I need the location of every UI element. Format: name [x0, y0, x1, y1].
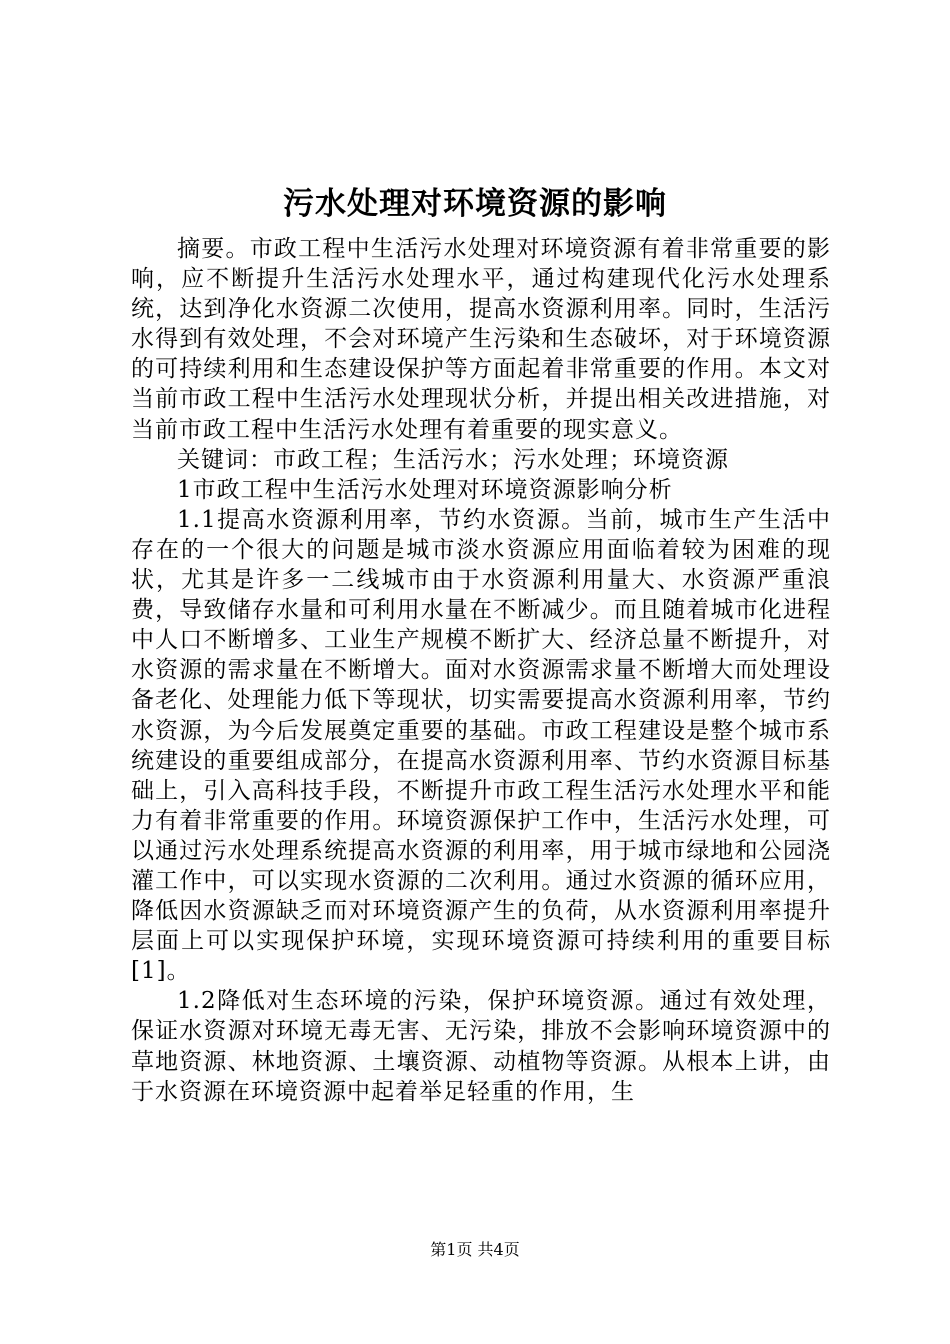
- keywords-paragraph: 关键词：市政工程；生活污水；污水处理；环境资源: [177, 446, 729, 473]
- document-title: 污水处理对环境资源的影响: [283, 186, 667, 222]
- body-paragraph: 1.2降低对生态环境的污染，保护环境资源。通过有效处理，保证水资源对环境无毒无害、无污染，排放不会影响环境资源中的草地资源、林地资源、土壤资源、动植物等资源。从根本上讲，由于水资源在环境资源中起着举足轻重的作用，生: [131, 988, 831, 1105]
- page-number-footer: 第1页 共4页: [430, 1240, 520, 1259]
- body-paragraph: 1.1提高水资源利用率，节约水资源。当前，城市生产生活中存在的一个很大的问题是城市淡水资源应用面临着较为困难的现状，尤其是许多一二线城市由于水资源利用量大、水资源严重浪费，导致储存水量和可利用水量在不断减少。而且随着城市化进程中人口不断增多、工业生产规模不断扩大、经济总量不断提升，对水资源的需求量在不断增大。面对水资源需求量不断增大而处理设备老化、处理能力低下等现状，切实需要提高水资源利用率，节约水资源，为今后发展奠定重要的基础。市政工程建设是整个城市系统建设的重要组成部分，在提高水资源利用率、节约水资源目标基础上，引入高科技手段，不断提升市政工程生活污水处理水平和能力有着非常重要的作用。环境资源保护工作中，生活污水处理，可以通过污水处理系统提高水资源的利用率，用于城市绿地和公园浇灌工作中，可以实现水资源的二次利用。通过水资源的循环应用，降低因水资源缺乏而对环境资源产生的负荷，从水资源利用率提升层面上可以实现保护环境，实现环境资源可持续利用的重要目标[1]。: [131, 506, 831, 985]
- abstract-paragraph: 摘要。市政工程中生活污水处理对环境资源有着非常重要的影响，应不断提升生活污水处理水平，通过构建现代化污水处理系统，达到净化水资源二次使用，提高水资源利用率。同时，生活污水得到有效处理，不会对环境产生污染和生态破坏，对于环境资源的可持续利用和生态建设保护等方面起着非常重要的作用。本文对当前市政工程中生活污水处理现状分析，并提出相关改进措施，对当前市政工程中生活污水处理有着重要的现实意义。: [131, 236, 831, 443]
- section-heading: 1市政工程中生活污水处理对环境资源影响分析: [177, 476, 673, 503]
- document-body: [131, 234, 831, 1107]
